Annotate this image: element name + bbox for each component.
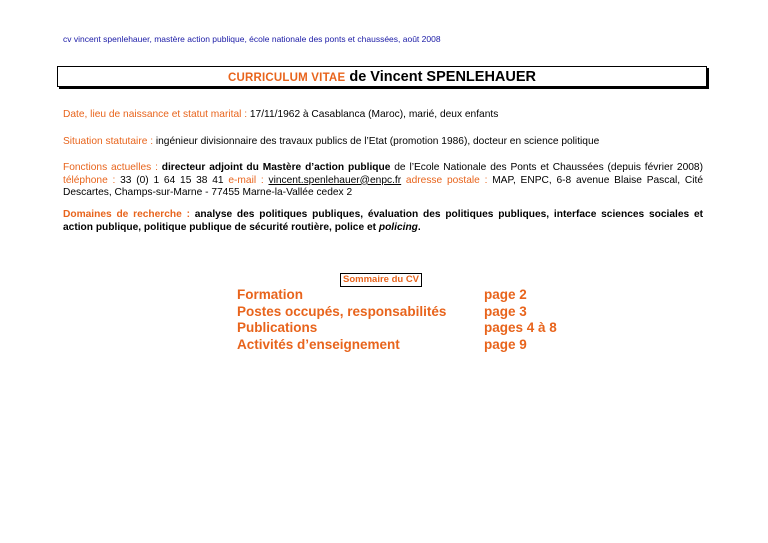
address-value: MAP, ENPC, 6-8 avenue Blaise Pascal, Cité Descartes, Champs-sur-Marne - 77455 Marne-la-Vallée cedex 2 bbox=[63, 174, 703, 199]
address-label: adresse postale : bbox=[401, 174, 493, 186]
research-policing: policing bbox=[378, 221, 418, 233]
status-info bbox=[63, 136, 703, 149]
research-info bbox=[63, 209, 703, 234]
summary-title: Sommaire du CV bbox=[340, 273, 422, 287]
toc-item-page: page 3 bbox=[484, 303, 527, 319]
functions-info bbox=[63, 162, 703, 200]
research-value: analyse des politiques publiques, évaluation des politiques publiques, interface sciences sociales et action publique, politique publique de sécurité routière, police et bbox=[63, 209, 703, 233]
toc-item-page: pages 4 à 8 bbox=[484, 320, 557, 335]
birth-info bbox=[63, 109, 703, 122]
toc-item-label: Postes occupés, responsabilités bbox=[237, 303, 447, 319]
toc-item-label: Publications bbox=[237, 320, 318, 335]
toc-item-label: Formation bbox=[237, 287, 303, 302]
functions-role: directeur adjoint du Mastère d’action publique bbox=[161, 162, 391, 173]
email-link[interactable]: vincent.spenlehauer@enpc.fr bbox=[268, 174, 402, 186]
cv-title-box bbox=[57, 66, 707, 87]
research-end: . bbox=[417, 221, 421, 233]
email-label: e-mail : bbox=[223, 174, 269, 186]
birth-value: 17/11/1962 à Casablanca (Maroc), marié, deux enfants bbox=[249, 109, 499, 120]
functions-org: de l’Ecole Nationale des Ponts et Chaussées (depuis février 2008) bbox=[390, 162, 703, 173]
status-label: Situation statutaire : bbox=[63, 136, 156, 147]
phone-value: 33 (0) 1 64 15 38 41 bbox=[120, 174, 224, 186]
functions-label: Fonctions actuelles : bbox=[63, 162, 162, 173]
status-value: ingénieur divisionnaire des travaux publics de l’Etat (promotion 1986), docteur en science politique bbox=[155, 136, 600, 147]
toc-item-page: page 2 bbox=[484, 287, 527, 302]
cv-title-name: de Vincent SPENLEHAUER bbox=[345, 69, 537, 85]
document-header: cv vincent spenlehauer, mastère action publique, école nationale des ponts et chaussées, août 2008 bbox=[63, 34, 441, 44]
toc-item-label: Activités d’enseignement bbox=[237, 336, 400, 352]
cv-title-prefix: CURRICULUM VITAE bbox=[227, 72, 346, 84]
toc-item-page: page 9 bbox=[484, 336, 527, 352]
phone-label: téléphone : bbox=[63, 174, 121, 186]
research-label: Domaines de recherche : bbox=[63, 209, 195, 220]
birth-label: Date, lieu de naissance et statut marital : bbox=[63, 109, 250, 120]
